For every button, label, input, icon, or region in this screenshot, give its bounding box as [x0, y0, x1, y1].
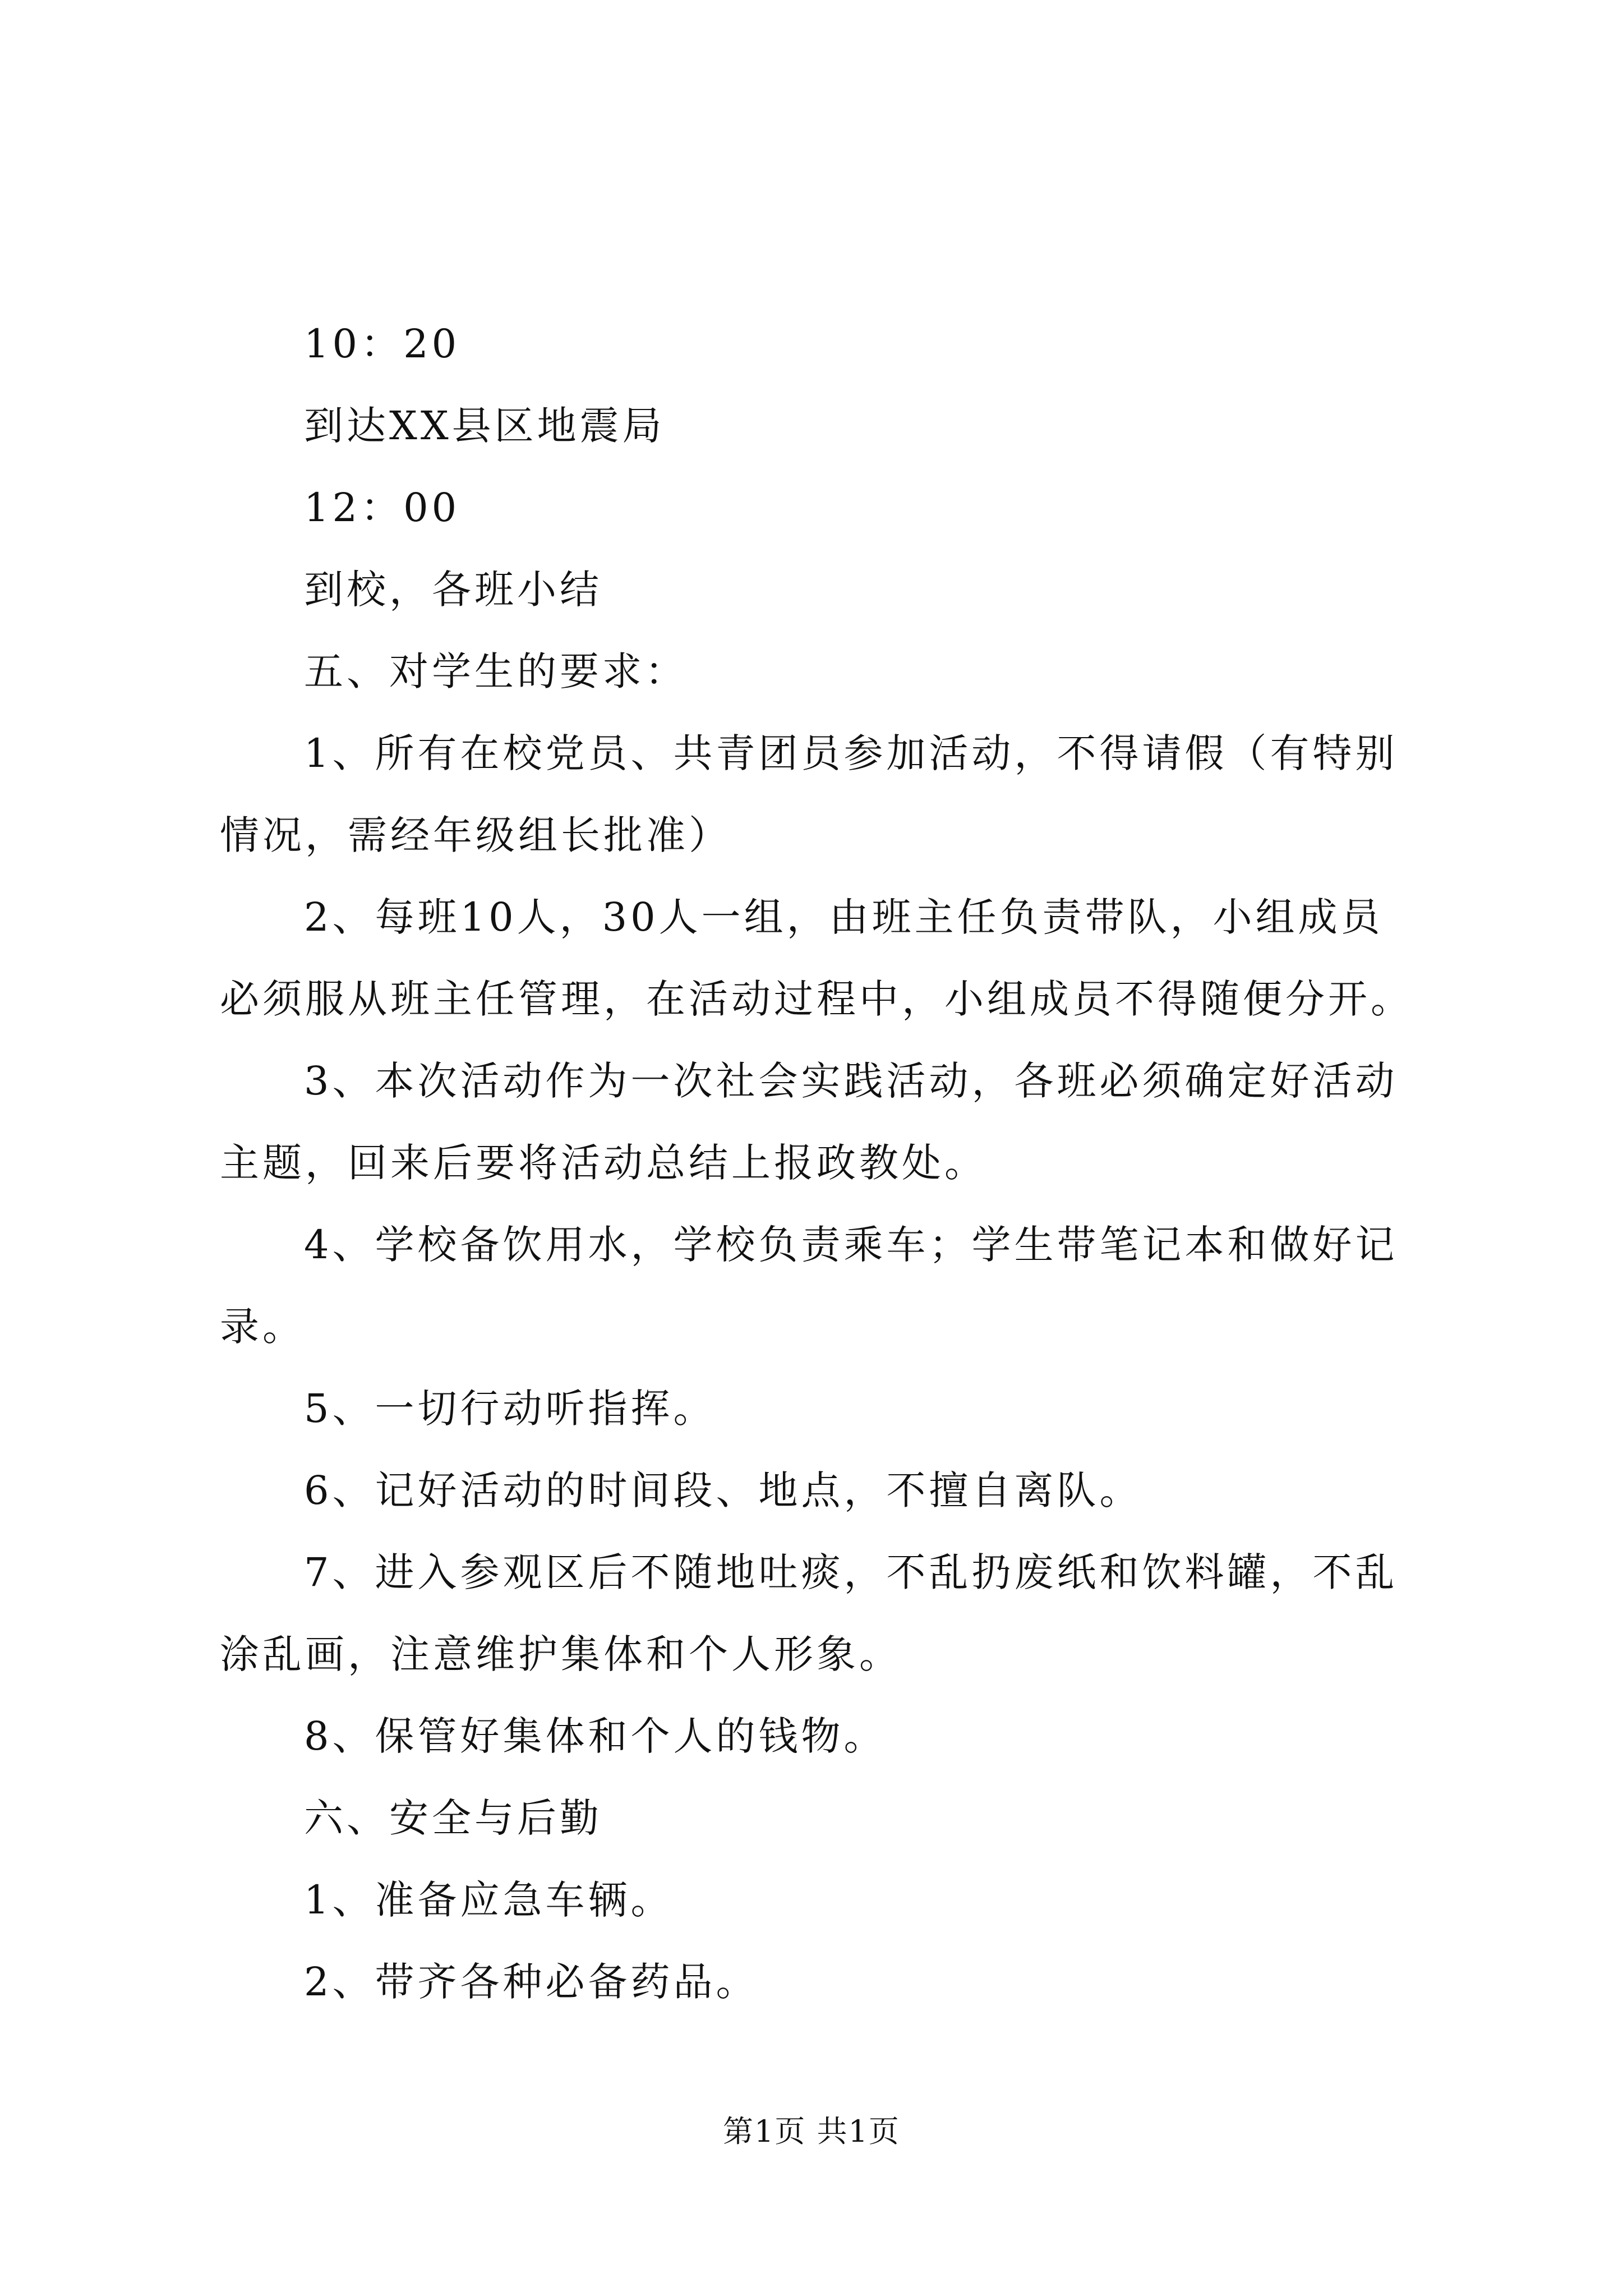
list-item: 1、所有在校党员、共青团员参加活动，不得请假（有特别情况，需经年级组长批准） — [220, 730, 1398, 858]
list-item: 7、进入参观区后不随地吐痰，不乱扔废纸和饮料罐，不乱涂乱画，注意维护集体和个人形象。 — [220, 1549, 1398, 1677]
section-heading: 六、安全与后勤 — [304, 1795, 602, 1841]
body-paragraph: 到达XX县区地震局 — [304, 403, 665, 449]
page-number-label: 第1页 共1页 — [723, 2114, 900, 2149]
list-item: 5、一切行动听指挥。 — [304, 1386, 716, 1432]
list-item: 3、本次活动作为一次社会实践活动，各班必须确定好活动主题，回来后要将活动总结上报政教处。 — [220, 1058, 1398, 1186]
list-item: 2、带齐各种必备药品。 — [304, 1959, 759, 2005]
list-item: 8、保管好集体和个人的钱物。 — [304, 1713, 887, 1759]
document-body — [220, 303, 1414, 2023]
time-line: 10：20 — [304, 321, 460, 367]
list-item: 4、学校备饮用水，学校负责乘车；学生带笔记本和做好记录。 — [220, 1222, 1398, 1350]
body-paragraph: 到校，各班小结 — [304, 567, 602, 613]
page-footer — [0, 2109, 1623, 2154]
list-item: 6、记好活动的时间段、地点，不擅自离队。 — [304, 1467, 1142, 1513]
section-heading: 五、对学生的要求： — [304, 648, 688, 694]
list-item: 1、准备应急车辆。 — [304, 1877, 674, 1923]
time-line: 12：00 — [304, 485, 460, 531]
list-item: 2、每班10人，30人一组，由班主任负责带队，小组成员必须服从班主任管理，在活动过程中，小组成员不得随便分开。 — [220, 894, 1413, 1022]
